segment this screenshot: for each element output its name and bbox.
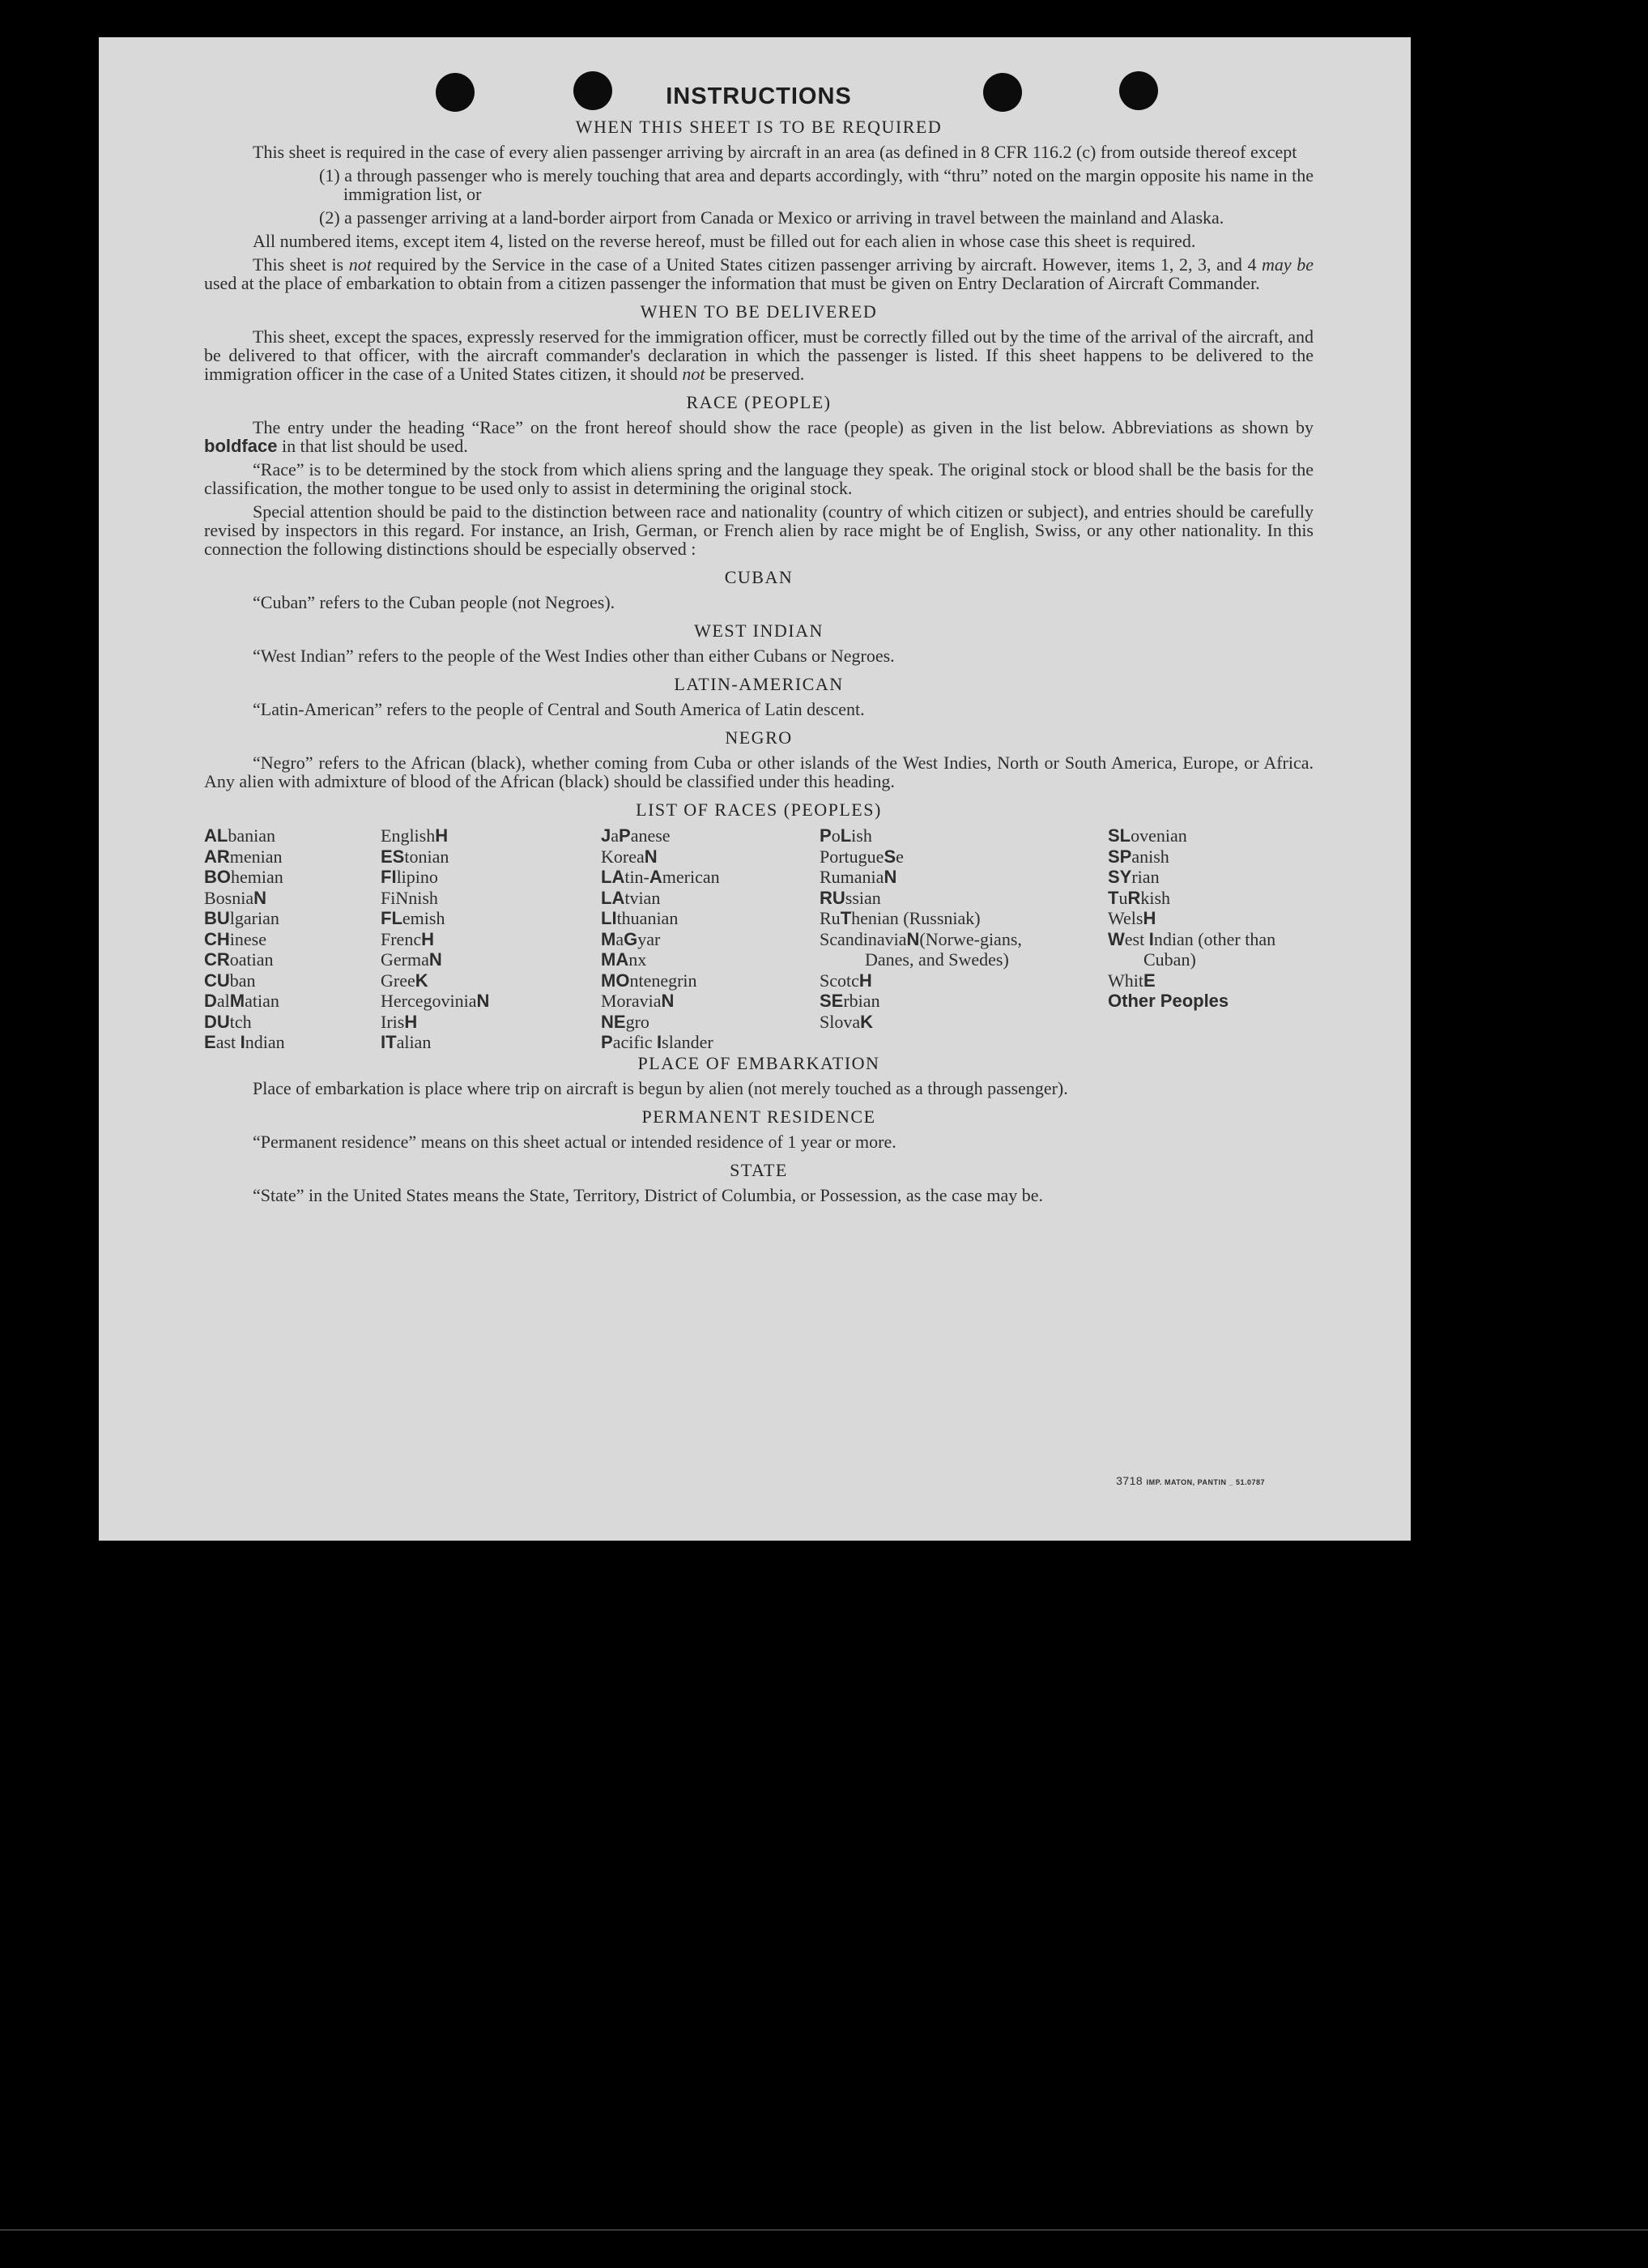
race-text: o (831, 825, 841, 846)
race-text: oatian (229, 949, 274, 970)
race-text: rian (1131, 867, 1160, 887)
race-entry (601, 1012, 720, 1033)
race-text: yar (637, 928, 661, 949)
race-abbreviation: MO (601, 970, 630, 991)
page-title: INSTRUCTIONS (666, 83, 852, 109)
race-abbreviation: N (476, 991, 490, 1011)
race-abbreviation: R (1127, 887, 1141, 908)
race-text: alian (396, 1032, 432, 1052)
race-abbreviation: CU (204, 970, 230, 991)
race-text: ntenegrin (629, 970, 697, 991)
race-entry (204, 949, 285, 970)
definition-west-indian: “West Indian” refers to the people of the West Indies other than either Cubans or Negroes. (253, 646, 895, 666)
race-abbreviation: N (428, 949, 442, 970)
race-text: slander (662, 1032, 713, 1052)
race-entry (1108, 825, 1310, 846)
race-entry (820, 888, 1062, 909)
race-entry (204, 970, 285, 991)
race-abbreviation: AL (204, 825, 228, 846)
race-entry (820, 846, 1062, 868)
race-entry (204, 888, 285, 909)
races-column-2 (381, 825, 489, 1053)
heading-state: STATE (730, 1160, 788, 1180)
race-entry (204, 991, 285, 1012)
race-abbreviation: BO (204, 867, 231, 887)
race-entry (1108, 908, 1310, 929)
race-entry (820, 908, 1062, 929)
race-abbreviation: H (421, 928, 434, 949)
form-number: 3718 (1116, 1474, 1143, 1487)
italic-may-be: may be (1262, 254, 1314, 275)
race-abbreviation: AR (204, 846, 230, 867)
heading-list-of-races: LIST OF RACES (PEOPLES) (636, 799, 882, 820)
race-text: ish (851, 825, 872, 846)
race-entry (601, 825, 720, 846)
race-entry (1108, 867, 1310, 888)
race-abbreviation: DU (204, 1011, 230, 1032)
italic-not: not (682, 364, 705, 384)
race-text: anese (630, 825, 671, 846)
races-column-5 (1108, 825, 1310, 1012)
race-text: Iris (381, 1011, 405, 1032)
race-text: banian (228, 825, 275, 846)
race-abbreviation: K (860, 1011, 874, 1032)
race-text: FiN (381, 887, 409, 908)
race-text: Slova (820, 1011, 861, 1032)
race-abbreviation: LA (601, 887, 625, 908)
paragraph-race-entry (204, 418, 1314, 455)
race-abbreviation: S (884, 846, 896, 867)
race-text: a (615, 928, 624, 949)
race-text: est (1124, 928, 1149, 949)
text-run: This sheet is (253, 254, 349, 275)
race-abbreviation: T (840, 908, 852, 928)
paragraph-citizen (204, 255, 1314, 292)
instruction-sheet (99, 37, 1411, 1541)
race-entry (381, 825, 489, 846)
race-abbreviation: N (644, 846, 658, 867)
race-abbreviation: W (1108, 928, 1125, 949)
race-text: lgarian (229, 908, 279, 928)
race-abbreviation: H (435, 825, 449, 846)
race-text: lipino (396, 867, 438, 887)
race-abbreviation: M (601, 928, 616, 949)
race-abbreviation: P (601, 1032, 613, 1052)
race-abbreviation: E (204, 1032, 216, 1052)
race-text: menian (229, 846, 283, 867)
race-abbreviation: N (884, 867, 897, 887)
definition-residence: “Permanent residence” means on this sheet actual or intended residence of 1 year or more. (253, 1132, 896, 1152)
race-text: Germa (381, 949, 429, 970)
race-entry (381, 908, 489, 929)
race-entry (204, 908, 285, 929)
italic-not: not (348, 254, 372, 275)
race-entry (601, 949, 720, 970)
race-text: emish (402, 908, 445, 928)
race-abbreviation: I (1148, 928, 1154, 949)
definition-cuban: “Cuban” refers to the Cuban people (not Negroes). (253, 592, 615, 612)
race-text: u (1118, 887, 1128, 908)
race-entry (1108, 929, 1310, 970)
race-abbreviation: IT (381, 1032, 397, 1052)
races-column-1 (204, 825, 285, 1053)
race-entry (820, 929, 1062, 970)
race-text: hemian (231, 867, 283, 887)
race-text: nish (408, 887, 438, 908)
race-abbreviation: LA (601, 867, 625, 887)
race-abbreviation: J (601, 825, 611, 846)
race-entry (601, 888, 720, 909)
exception-item-1: (1) a through passenger who is merely touching that area and departs accordingly, with “thru” noted on the margin opposite his name in the immigration list, or (319, 165, 1314, 204)
printer-imprint: IMP. MATON, PANTIN _ 51.0787 (1146, 1478, 1265, 1486)
race-abbreviation: A (649, 867, 662, 887)
paragraph-required: This sheet is required in the case of every alien passenger arriving by aircraft in an area (as defined in 8 CFR 116.2 (c) from outside thereof except (253, 142, 1297, 162)
race-entry (204, 846, 285, 868)
race-abbreviation: N (661, 991, 675, 1011)
race-entry (601, 1032, 720, 1053)
heading-permanent-residence: PERMANENT RESIDENCE (641, 1106, 876, 1127)
exception-item-2: (2) a passenger arriving at a land-border airport from Canada or Mexico or arriving in travel between the mainland and Alaska. (319, 207, 1224, 228)
race-text: thuanian (616, 908, 679, 928)
race-abbreviation: M (229, 991, 245, 1011)
text-run: This sheet, except the spaces, expressly reserved for the immigration officer, must be correctly filled out by the time of the arrival of the aircraft, and be delivered to that officer, with the aircraft commander's declaration in which the passenger is listed. If this sheet happens to be delivered to the immigration officer in the case of a United States citizen, it should (204, 326, 1314, 384)
race-entry (204, 825, 285, 846)
instructions-content (204, 83, 1314, 1209)
heading-embarkation: PLACE OF EMBARKATION (637, 1053, 880, 1073)
race-text: ovenian (1131, 825, 1187, 846)
text-run: required by the Service in the case of a United States citizen passenger arriving by aircraft. However, items 1, 2, 3, and 4 (371, 254, 1263, 275)
race-entry (381, 846, 489, 868)
race-text: Portugue (820, 846, 884, 867)
race-entry (601, 929, 720, 950)
race-text: Moravia (601, 991, 662, 1011)
race-entry (601, 970, 720, 991)
race-abbreviation: N (253, 887, 267, 908)
race-abbreviation: NE (601, 1011, 626, 1032)
race-entry (601, 846, 720, 868)
race-text: tvian (624, 887, 661, 908)
bold-word: boldface (204, 436, 278, 456)
race-abbreviation: G (624, 928, 638, 949)
race-text: Bosnia (204, 887, 254, 908)
race-text: English (381, 825, 436, 846)
definition-embarkation: Place of embarkation is place where trip on aircraft is begun by alien (not merely touched as a through passenger). (253, 1078, 1068, 1098)
race-text: al (216, 991, 230, 1011)
race-text: Korea (601, 846, 645, 867)
race-entry (601, 991, 720, 1012)
race-abbreviation: H (1143, 908, 1156, 928)
race-abbreviation: ES (381, 846, 405, 867)
race-text: atian (245, 991, 279, 1011)
race-entry (381, 1032, 489, 1053)
race-abbreviation: H (858, 970, 872, 991)
heading-when-delivered: WHEN TO BE DELIVERED (640, 301, 878, 322)
race-abbreviation: E (1143, 970, 1156, 991)
text-run: in that list should be used. (277, 436, 468, 456)
race-text: ndian (245, 1032, 285, 1052)
race-text: Whit (1108, 970, 1143, 991)
paragraph-delivered (204, 327, 1314, 383)
paragraph-race-stock: “Race” is to be determined by the stock from which aliens spring and the language they speak. The original stock or blood shall be the basis for the classification, the mother tongue to be used only to assist in determining the original stock. (204, 459, 1314, 498)
race-entry (1108, 991, 1310, 1012)
race-abbreviation: I (240, 1032, 245, 1052)
paragraph-numbered-items: All numbered items, except item 4, listed on the reverse hereof, must be filled out for each alien in whose case this sheet is required. (253, 231, 1196, 251)
race-text: rbian (843, 991, 880, 1011)
race-entry (204, 867, 285, 888)
race-text: gro (625, 1011, 649, 1032)
text-run: The entry under the heading “Race” on the front hereof should show the race (people) as given in the list below. Abbreviations as shown by (253, 417, 1314, 437)
race-text: acific (612, 1032, 658, 1052)
race-text: ban (229, 970, 256, 991)
race-abbreviation: RU (820, 887, 845, 908)
text-run: used at the place of embarkation to obtain from a citizen passenger the information that must be given on Entry Declaration of Aircraft Commander. (204, 273, 1260, 293)
race-entry (820, 1012, 1062, 1033)
definition-state: “State” in the United States means the State, Territory, District of Columbia, or Possession, as the case may be. (253, 1185, 1044, 1205)
race-abbreviation: I (657, 1032, 662, 1052)
race-text: tin- (624, 867, 649, 887)
race-entry (381, 929, 489, 950)
race-abbreviation: H (404, 1011, 418, 1032)
race-abbreviation: T (1108, 887, 1119, 908)
race-entry (381, 867, 489, 888)
race-entry (204, 1032, 285, 1053)
race-abbreviation: SP (1108, 846, 1132, 867)
race-text: henian (Russniak) (851, 908, 981, 928)
race-abbreviation: L (840, 825, 852, 846)
race-abbreviation: N (906, 928, 920, 949)
race-entry (381, 949, 489, 970)
race-abbreviation: P (820, 825, 832, 846)
heading-race: RACE (PEOPLE) (686, 392, 832, 412)
race-text: merican (662, 867, 720, 887)
race-abbreviation: K (415, 970, 428, 991)
race-abbreviation: SE (820, 991, 844, 1011)
races-column-4 (820, 825, 1062, 1032)
definition-negro: “Negro” refers to the African (black), whether coming from Cuba or other islands of the West Indies, North or South America, Europe, or Africa. Any alien with admixture of blood of the African (black) should be classified under this heading. (204, 752, 1314, 791)
race-entry (820, 825, 1062, 846)
race-entry (820, 867, 1062, 888)
heading-cuban: CUBAN (724, 567, 794, 587)
race-entry (381, 1012, 489, 1033)
race-text: tch (229, 1011, 252, 1032)
race-entry (601, 908, 720, 929)
race-entry (204, 1012, 285, 1033)
race-abbreviation: FI (381, 867, 397, 887)
race-text: anish (1131, 846, 1169, 867)
race-abbreviation: P (619, 825, 631, 846)
heading-negro: NEGRO (725, 727, 793, 748)
race-text: Hercegovinia (381, 991, 477, 1011)
race-text: inese (229, 928, 266, 949)
race-text: Gree (381, 970, 415, 991)
heading-west-indian: WEST INDIAN (694, 620, 824, 641)
race-entry (204, 929, 285, 950)
race-abbreviation: D (204, 991, 217, 1011)
list-of-races (204, 825, 1314, 1052)
race-entry (381, 970, 489, 991)
race-entry (1108, 888, 1310, 909)
race-entry (601, 867, 720, 888)
race-abbreviation: SL (1108, 825, 1131, 846)
race-abbreviation: BU (204, 908, 230, 928)
paragraph-race-nationality: Special attention should be paid to the distinction between race and nationality (country of which citizen or subject), and entries should be carefully revised by inspectors in this regard. For instance, an Irish, German, or French alien by race might be of English, Swiss, or any other nationality. In this connection the following distinctions should be especially observed : (204, 501, 1314, 559)
races-column-3 (601, 825, 720, 1053)
race-text: ssian (845, 887, 881, 908)
text-run: be preserved. (705, 364, 805, 384)
race-abbreviation: FL (381, 908, 402, 928)
race-text: ndian (other than Cuban) (1143, 928, 1276, 970)
race-text: Scandinavia (820, 928, 907, 949)
race-text: e (896, 846, 904, 867)
race-abbreviation: LI (601, 908, 617, 928)
race-text: tonian (404, 846, 449, 867)
scan-artifact-line (0, 2229, 1648, 2231)
race-text: nx (628, 949, 647, 970)
race-text: (Norwe-gians, Danes, and Swedes) (865, 928, 1022, 970)
definition-latin-american: “Latin-American” refers to the people of Central and South America of Latin descent. (253, 699, 865, 719)
race-text: Rumania (820, 867, 884, 887)
race-entry (820, 991, 1062, 1012)
heading-when-required: WHEN THIS SHEET IS TO BE REQUIRED (575, 117, 943, 137)
race-text: Ru (820, 908, 841, 928)
race-text: Frenc (381, 928, 422, 949)
race-abbreviation: Other Peoples (1108, 991, 1229, 1011)
race-text: ast (215, 1032, 241, 1052)
race-entry (381, 991, 489, 1012)
race-text: Wels (1108, 908, 1143, 928)
race-abbreviation: CR (204, 949, 230, 970)
race-entry (1108, 970, 1310, 991)
race-text: kish (1140, 887, 1171, 908)
race-entry (820, 970, 1062, 991)
race-abbreviation: MA (601, 949, 629, 970)
race-abbreviation: SY (1108, 867, 1132, 887)
race-text: Scotc (820, 970, 859, 991)
heading-latin-american: LATIN-AMERICAN (674, 674, 844, 694)
race-entry (1108, 846, 1310, 868)
form-footer (1116, 1474, 1265, 1487)
race-abbreviation: CH (204, 928, 230, 949)
race-text: a (611, 825, 620, 846)
race-entry (381, 888, 489, 909)
